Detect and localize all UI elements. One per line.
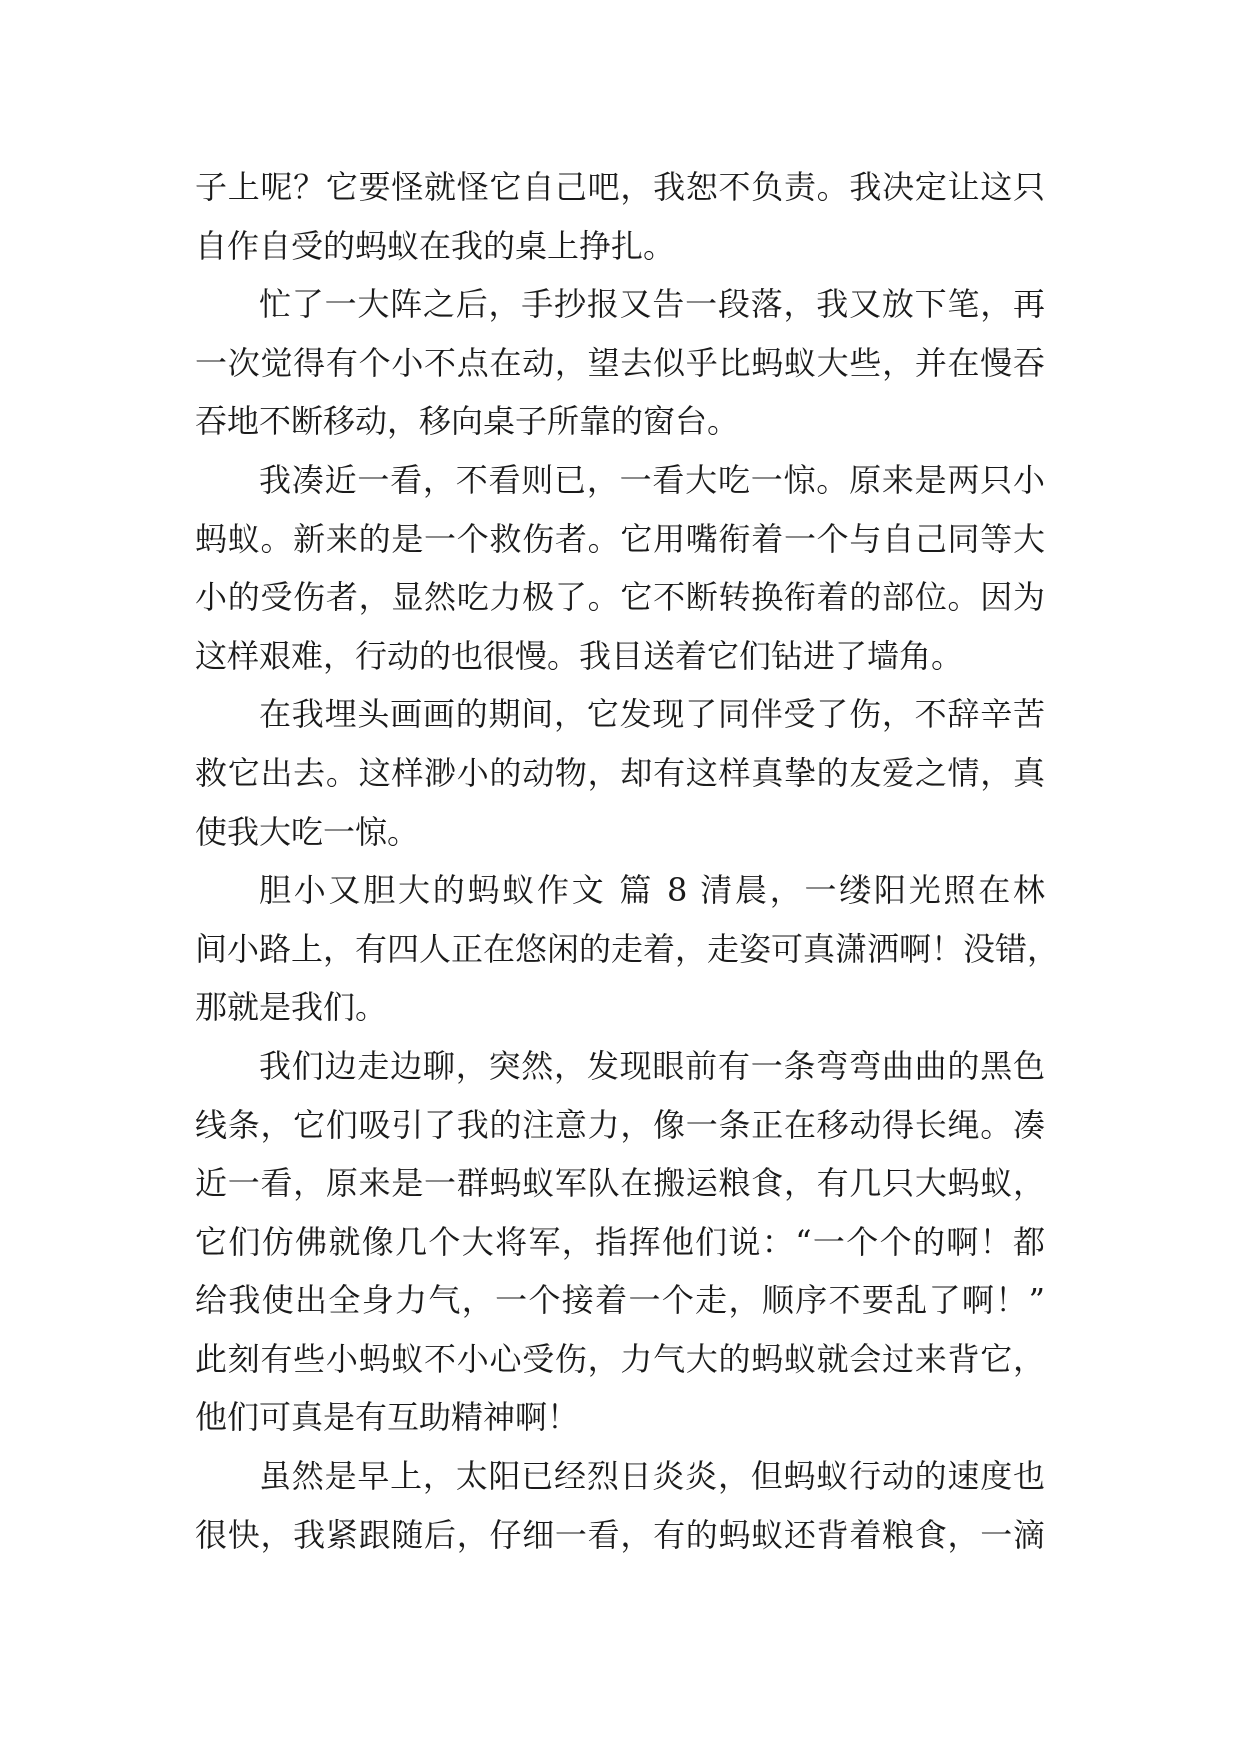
paragraph-start-line: 虽然是早上，太阳已经烈日炎炎，但蚂蚁行动的速度也: [259, 1457, 1045, 1496]
text-line: 自作自受的蚂蚁在我的桌上挣扎。: [195, 226, 676, 265]
text-line: 一次觉得有个小不点在动，望去似乎比蚂蚁大些，并在慢吞: [195, 343, 1045, 382]
paragraph-start-line: 忙了一大阵之后，手抄报又告一段落，我又放下笔，再: [259, 285, 1045, 324]
text-line: 线条，它们吸引了我的注意力，像一条正在移动得长绳。凑: [195, 1105, 1045, 1144]
text-line: 子上呢？它要怪就怪它自己吧，我恕不负责。我决定让这只: [195, 168, 1045, 206]
text-line: 那就是我们。: [195, 988, 388, 1027]
text-line: 它们仿佛就像几个大将军，指挥他们说：“一个个的啊！都: [195, 1222, 1045, 1261]
paragraph-start-line: 我们边走边聊，突然，发现眼前有一条弯弯曲曲的黑色: [259, 1046, 1045, 1085]
text-line: 他们可真是有互助精神啊！: [195, 1398, 580, 1437]
paragraph-start-line: 在我埋头画画的期间，它发现了同伴受了伤，不辞辛苦: [259, 695, 1045, 734]
text-line: 这样艰难，行动的也很慢。我目送着它们钻进了墙角。: [195, 636, 964, 675]
document-body: [195, 158, 1060, 1564]
text-line: 间小路上，有四人正在悠闲的走着，走姿可真潇洒啊！没错，: [195, 929, 1060, 968]
text-line: 使我大吃一惊。: [195, 812, 420, 851]
text-line: 吞地不断移动，移向桌子所靠的窗台。: [195, 402, 740, 441]
section-heading-line: 胆小又胆大的蚂蚁作文 篇 8 清晨，一缕阳光照在林: [259, 871, 1045, 910]
text-line: 很快，我紧跟随后，仔细一看，有的蚂蚁还背着粮食，一滴: [195, 1515, 1045, 1554]
text-line: 此刻有些小蚂蚁不小心受伤，力气大的蚂蚁就会过来背它，: [195, 1339, 1045, 1378]
text-line: 给我使出全身力气，一个接着一个走，顺序不要乱了啊！”: [195, 1281, 1045, 1320]
text-line: 近一看，原来是一群蚂蚁军队在搬运粮食，有几只大蚂蚁，: [195, 1164, 1045, 1203]
text-line: 蚂蚁。新来的是一个救伤者。它用嘴衔着一个与自己同等大: [195, 519, 1045, 558]
text-line: 救它出去。这样渺小的动物，却有这样真挚的友爱之情，真: [195, 753, 1045, 792]
paragraph-start-line: 我凑近一看，不看则已，一看大吃一惊。原来是两只小: [259, 460, 1045, 499]
text-line: 小的受伤者，显然吃力极了。它不断转换衔着的部位。因为: [195, 578, 1045, 617]
